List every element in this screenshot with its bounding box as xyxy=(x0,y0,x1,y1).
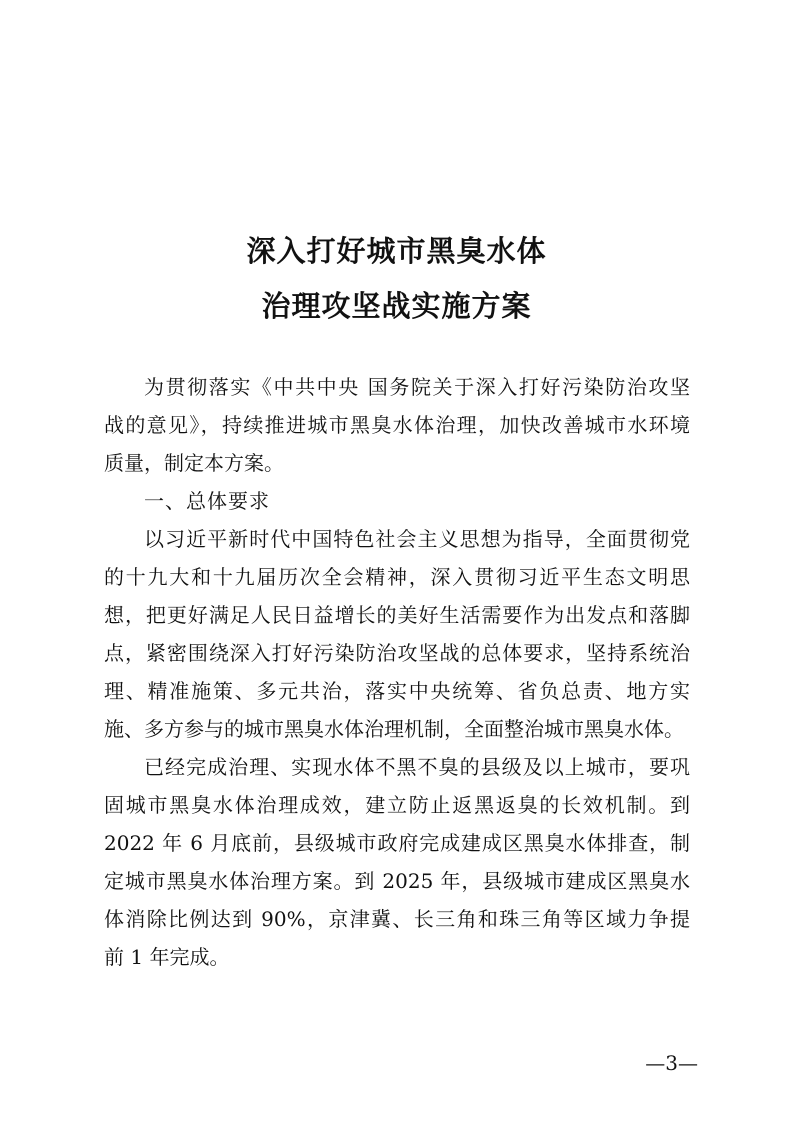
paragraph-line: 的十九大和十九届历次全会精神，深入贯彻习近平生态文明思 xyxy=(104,565,690,589)
paragraph-line: 固城市黑臭水体治理成效，建立防止返黑返臭的长效机制。到 xyxy=(104,793,690,817)
paragraph-line: 施、多方参与的城市黑臭水体治理机制，全面整治城市黑臭水体。 xyxy=(104,717,684,741)
paragraph-line: 以习近平新时代中国特色社会主义思想为指导，全面贯彻党 xyxy=(144,527,690,551)
intro-line: 质量，制定本方案。 xyxy=(104,451,284,475)
document-title-line-1: 深入打好城市黑臭水体 xyxy=(246,234,547,268)
paragraph-line: 2022 年 6 月底前，县级城市政府完成建成区黑臭水体排查，制 xyxy=(104,831,690,855)
document-title-line-2: 治理攻坚战实施方案 xyxy=(261,289,532,323)
page-number: —3— xyxy=(645,1051,698,1075)
paragraph-line: 点，紧密围绕深入打好污染防治攻坚战的总体要求，坚持系统治 xyxy=(104,641,690,665)
paragraph-line: 体消除比例达到 90%，京津冀、长三角和珠三角等区域力争提 xyxy=(104,907,690,931)
intro-line: 为贯彻落实《中共中央 国务院关于深入打好污染防治攻坚 xyxy=(144,375,690,399)
paragraph-line: 想，把更好满足人民日益增长的美好生活需要作为出发点和落脚 xyxy=(104,603,690,627)
paragraph-line: 定城市黑臭水体治理方案。到 2025 年，县级城市建成区黑臭水 xyxy=(104,869,690,893)
paragraph-line: 前 1 年完成。 xyxy=(104,945,230,969)
intro-line: 战的意见》，持续推进城市黑臭水体治理，加快改善城市水环境 xyxy=(104,413,690,437)
paragraph-line: 已经完成治理、实现水体不黑不臭的县级及以上城市，要巩 xyxy=(144,755,690,779)
paragraph-line: 理、精准施策、多元共治，落实中央统筹、省负总责、地方实 xyxy=(104,679,690,703)
section-heading: 一、总体要求 xyxy=(144,489,270,513)
